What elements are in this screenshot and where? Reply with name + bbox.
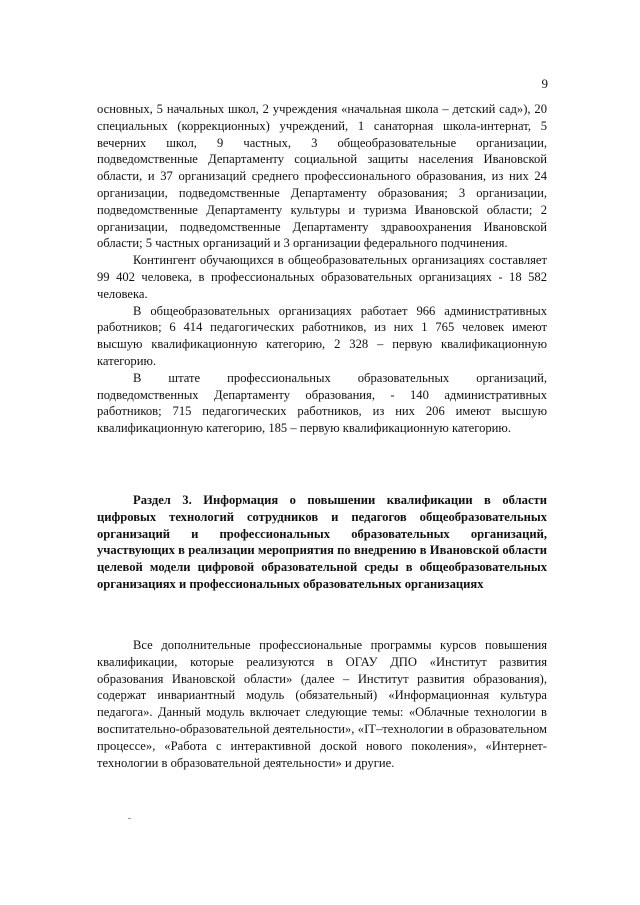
body-text-bottom — [97, 637, 547, 771]
section-heading-text: Раздел 3. Информация о повышении квалификации в области цифровых технологий сотрудников и педагогов общеобразовательных организаций и профессиональных образовательных организаций, участвующих в реализации мероприятия по внедрению в Ивановской области целевой модели цифровой образовательной среды в общеобразовательных организациях и профессиональных образовательных организациях — [97, 493, 547, 591]
paragraph-professional-staff: В штате профессиональных образовательных организаций, подведомственных Департаменту образования, - 140 административных работников; 715 педагогических работников, из них 206 имеют высшую квалификационную категорию, 185 – первую квалификационную категорию. — [97, 370, 547, 436]
section-3-heading — [97, 492, 547, 593]
paragraph-programs: Все дополнительные профессиональные программы курсов повышения квалификации, которые реализуются в ОГАУ ДПО «Институт развития образования Ивановской области» (далее – Институт развития образования), содержат инвариантный модуль (обязательный) «Информационная культура педагога». Данный модуль включает следующие темы: «Облачные технологии в воспитательно-образовательной деятельности», «IT–технологии в образовательном процессе», «Работа с интерактивной доской нового поколения», «Интернет-технологии в образовательной деятельности» и другие. — [97, 638, 547, 770]
page-number: 9 — [541, 76, 548, 91]
body-text-top — [97, 101, 547, 437]
paragraph-general-staff: В общеобразовательных организациях работает 966 административных работников; 6 414 педагогических работников, из них 1 765 человек имеют высшую квалификационную категорию, 2 328 – первую квалификационную категорию. — [97, 303, 547, 368]
paragraph-continuation: основных, 5 начальных школ, 2 учреждения «начальная школа – детский сад»), 20 специальных (коррекционных) учреждений, 1 санаторная школа-интернат, 5 вечерних школ, 9 частных, 3 общеобразовательные организации, подведомственные Департаменту социальной защиты населения Ивановской области, и 37 организаций среднего профессионального образования, из них 24 организации, подведомственные Департаменту образования; 3 организации, подведомственные Департаменту культуры и туризма Ивановской области; 2 организации, подведомственные Департаменту здравоохранения Ивановской области; 5 частных организаций и 3 организации федерального подчинения. — [97, 102, 547, 251]
paragraph-contingent: Контингент обучающихся в общеобразовательных организациях составляет 99 402 человека, в профессиональных образовательных организациях - 18 582 человека. — [97, 253, 547, 301]
scan-mark — [128, 818, 131, 819]
